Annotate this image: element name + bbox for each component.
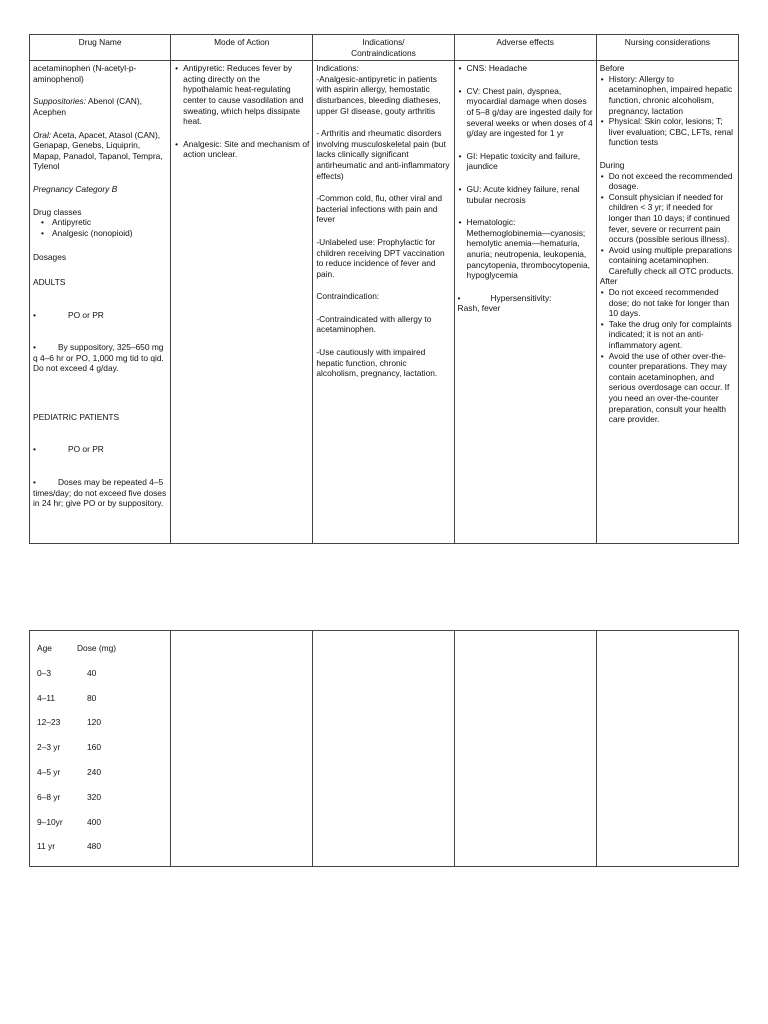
peds-dose-text: Doses may be repeated 4–5 times/day; do not exceed five doses in 24 hr; give PO or by suppository. (33, 477, 167, 509)
dose-row (37, 817, 170, 842)
bullet: • (33, 309, 36, 320)
drug-classes-list (33, 217, 167, 238)
before-title: Before (599, 63, 625, 74)
adverse-effects-cell (454, 61, 596, 544)
adverse-effect-item: • GU: Acute kidney failure, renal tubular necrosis (458, 184, 593, 205)
dose-value: 320 (87, 791, 101, 802)
hypersensitivity-value: Rash, fever (457, 303, 501, 314)
header-mode-of-action: Mode of Action (171, 35, 313, 61)
dose-age: 4–5 yr (37, 766, 61, 777)
dose-age: 9–10yr (37, 816, 63, 827)
before-list (600, 74, 735, 148)
empty-cell (313, 631, 454, 867)
peds-dose (33, 477, 167, 509)
indication-item: -Analgesic-antipyretic in patients with aspirin allergy, hemostatic disturbances, bleeding diatheses, upper GI disease, gouty arthritis (316, 73, 441, 116)
during-title: During (599, 159, 625, 170)
drug-info-table (29, 34, 739, 544)
during-item: • Consult physician if needed for children < 3 yr; if needed for longer than 10 days; if continued fever, severe or recurrent pain occurs (possible serious illness). (600, 192, 735, 245)
age-header: Age (37, 643, 52, 653)
adults-title: ADULTS (33, 276, 66, 287)
adverse-effect-item: • GI: Hepatic toxicity and failure, jaundice (458, 151, 593, 172)
header-indications-line2: Contraindications (351, 47, 416, 58)
drug-class-item: • Analgesic (nonopioid) (38, 228, 167, 239)
oral-label: Oral: (33, 129, 52, 140)
dose-value: 240 (87, 766, 101, 777)
adult-route-text: PO or PR (68, 309, 104, 320)
after-title: After (599, 276, 618, 287)
mode-of-action-cell (171, 61, 313, 544)
dose-cell (30, 631, 171, 867)
dose-age: 4–11 (37, 692, 56, 703)
content-row (30, 61, 739, 544)
dose-age: 12–23 (37, 717, 61, 728)
header-row (30, 35, 739, 61)
indication-item: - Arthritis and rheumatic disorders involving musculoskeletal pain (but lacks clinically significant antirheumatic and anti-inflammatory effects) (316, 128, 450, 181)
drug-name-cell (30, 61, 171, 544)
dose-value: 400 (87, 816, 101, 827)
dose-row (37, 792, 170, 817)
dose-header-row (37, 643, 170, 668)
after-item: • Do not exceed recommended dose; do not take for longer than 10 days. (600, 287, 735, 319)
header-drug-name: Drug Name (30, 35, 171, 61)
header-adverse-effects: Adverse effects (454, 35, 596, 61)
contraindication-item: -Contraindicated with allergy to acetaminophen. (316, 313, 432, 335)
bullet: • (33, 342, 36, 353)
pregnancy-category: Pregnancy Category B (33, 183, 118, 194)
after-item: • Avoid the use of other over-the-counter preparations. They may contain acetaminophen, and serious overdosage can occur. If you need an over-the-counter preparation, consult your health care provider. (600, 351, 735, 425)
dose-value: 160 (87, 742, 101, 753)
dose-age: 0–3 (37, 667, 51, 678)
dose-age: 2–3 yr (37, 742, 61, 753)
drug-classes-title: Drug classes (33, 206, 82, 217)
dose-value: 480 (87, 841, 101, 852)
after-list (600, 287, 735, 425)
hypersensitivity-label: Hypersensitivity: (490, 292, 552, 303)
adverse-effect-item: • CNS: Headache (458, 63, 593, 74)
before-item: • Physical: Skin color, lesions; T; liver evaluation; CBC, LFTs, renal function tests (600, 116, 735, 148)
contraindication-title: Contraindication: (316, 291, 380, 302)
during-item: • Avoid using multiple preparations containing acetaminophen. Carefully check all OTC products. (600, 245, 735, 277)
header-indications-line1: Indications/ (362, 37, 405, 47)
dose-row (37, 693, 170, 718)
indication-item: -Unlabeled use: Prophylactic for children receiving DPT vaccination to reduce incidence of fever and pain. (316, 236, 445, 279)
mode-item: • Antipyretic: Reduces fever by acting directly on the hypothalamic heat-regulating center to cause vasodilation and sweating, which helps dissipate heat. (174, 63, 309, 127)
dosages-title: Dosages (33, 252, 67, 263)
dose-row (37, 841, 170, 866)
adult-dose (33, 342, 167, 374)
adult-route (33, 310, 167, 321)
oral-text (33, 130, 167, 172)
peds-route-text: PO or PR (68, 444, 104, 455)
drug-class-item: • Antipyretic (38, 217, 167, 228)
dose-row (37, 742, 170, 767)
bullet: • (33, 477, 36, 488)
dose-age: 6–8 yr (37, 791, 61, 802)
header-indications (313, 35, 454, 61)
pediatric-title: PEDIATRIC PATIENTS (33, 411, 120, 422)
empty-cell (171, 631, 313, 867)
header-nursing: Nursing considerations (596, 35, 738, 61)
suppositories-value: Abenol (CAN), Acephen (33, 96, 142, 117)
after-item: • Take the drug only for complaints indicated; it is not an anti-inflammatory agent. (600, 319, 735, 351)
dose-value: 40 (87, 667, 97, 678)
adult-dose-text: By suppository, 325–650 mg q 4–6 hr or PO, 1,000 mg tid to qid. Do not exceed 4 g/day. (33, 342, 164, 374)
dose-list (30, 631, 170, 866)
dose-table-row (30, 631, 739, 867)
dose-value: 80 (87, 692, 97, 703)
dose-row (37, 717, 170, 742)
dose-row (37, 668, 170, 693)
mode-of-action-list (174, 63, 309, 160)
bullet: • (33, 444, 36, 455)
empty-cell (454, 631, 596, 867)
indications-title: Indications: (316, 63, 359, 74)
mode-item: • Analgesic: Site and mechanism of action unclear. (174, 139, 309, 160)
empty-cell (596, 631, 738, 867)
indication-item: -Common cold, flu, other viral and bacterial infections with pain and fever (316, 193, 443, 225)
adverse-effects-list (458, 63, 593, 281)
suppositories-text (33, 96, 167, 117)
before-item: • History: Allergy to acetaminophen, impaired hepatic function, chronic alcoholism, pregnancy, lactation (600, 74, 735, 116)
drug-name: acetaminophen (N-acetyl-p-aminophenol) (33, 63, 137, 84)
adverse-effect-item: • Hematologic: Methemoglobinemia—cyanosis; hemolytic anemia—hematuria, anuria; neutropenia, leukopenia, pancytopenia, thrombocytopenia, hypoglycemia (458, 217, 593, 281)
during-list (600, 171, 735, 277)
dose-value: 120 (87, 717, 101, 728)
oral-value: Aceta, Apacet, Atasol (CAN), Genapap, Genebs, Liquiprin, Mapap, Panadol, Tapanol, Tempra, Tylenol (33, 129, 163, 172)
suppositories-label: Suppositories: (33, 96, 87, 107)
bullet: • (457, 292, 461, 303)
peds-route (33, 444, 167, 455)
contraindication-item: -Use cautiously with impaired hepatic function, chronic alcoholism, pregnancy, lactation. (316, 347, 438, 379)
during-item: • Do not exceed the recommended dosage. (600, 171, 735, 192)
dose-age: 11 yr (37, 841, 55, 852)
nursing-cell (596, 61, 738, 544)
pediatric-dose-table (29, 630, 739, 867)
dose-header: Dose (mg) (77, 643, 117, 653)
hypersensitivity-line (458, 293, 593, 304)
indications-cell (313, 61, 454, 544)
adverse-effect-item: • CV: Chest pain, dyspnea, myocardial damage when doses of 5–8 g/day are ingested daily for several weeks or when doses of 4 g/day are ingested for 1 yr (458, 86, 593, 139)
dose-row (37, 767, 170, 792)
